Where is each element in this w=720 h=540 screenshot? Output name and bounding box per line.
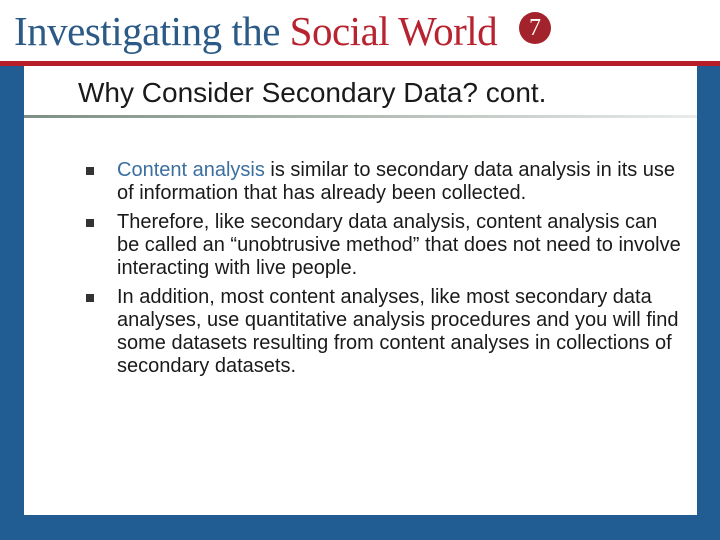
bullet-text: In addition, most content analyses, like most secondary data analyses, use quantitative analysis procedures and you will find some datasets resulting from content analyses in collections of secondary datasets. (117, 286, 679, 377)
bullet-list (82, 159, 682, 384)
brand-part-investigating: Investigating the (14, 8, 290, 54)
header-banner (0, 0, 720, 62)
left-frame-band (0, 66, 24, 540)
slide-title: Why Consider Secondary Data? cont. (78, 77, 547, 108)
key-term: Content analysis (117, 159, 265, 181)
bullet-item (82, 159, 682, 205)
right-frame-band (697, 66, 720, 540)
brand-logo (14, 8, 497, 54)
edition-badge: 7 (519, 12, 551, 44)
bullet-item (82, 286, 682, 378)
square-bullet-icon (86, 219, 94, 227)
slide-content-panel (24, 66, 697, 515)
bullet-text: is similar to secondary data analysis in its use of information that has already been collected. (117, 159, 676, 204)
square-bullet-icon (86, 167, 94, 175)
bullet-text: Therefore, like secondary data analysis, content analysis can be called an “unobtrusive method” that does not need to involve interacting with live people. (117, 211, 681, 279)
bottom-frame-band (0, 515, 720, 540)
title-underline (24, 115, 697, 118)
brand-part-social-world: Social World (289, 8, 498, 54)
square-bullet-icon (86, 294, 94, 302)
bullet-item (82, 211, 682, 280)
